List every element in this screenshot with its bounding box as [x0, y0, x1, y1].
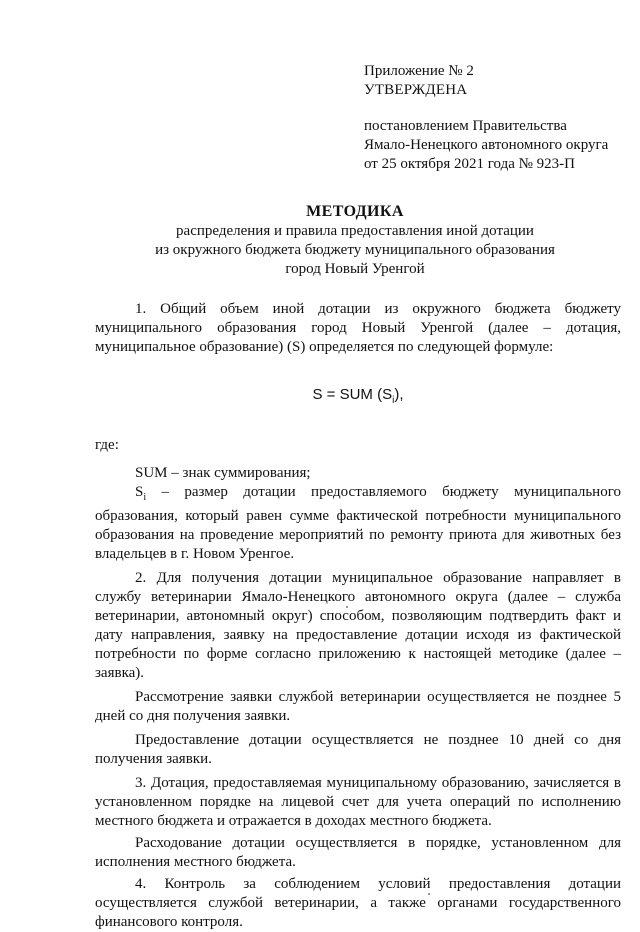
decree-line-2: Ямало-Ненецкого автономного округа [364, 137, 609, 153]
appendix-header [364, 62, 624, 100]
definition-si [95, 483, 621, 564]
paragraph-3: Рассмотрение заявки службой ветеринарии осуществляется не позднее 5 дней со дня получения заявки. [95, 689, 621, 724]
title-line-2: из окружного бюджета бюджету муниципального образования [155, 242, 555, 258]
formula [95, 385, 621, 410]
where-label: где: [95, 437, 119, 453]
formula-subscript: i [392, 395, 395, 406]
paragraph-1: 1. Общий объем иной дотации из окружного бюджета бюджету муниципального образования город Новый Уренгой (далее – дотация, муниципальное образование) (S) определяется по следующей формуле: [95, 301, 621, 355]
decree-line-3: от 25 октября 2021 года № 923-П [364, 156, 576, 172]
paragraph-7: 4. Контроль за соблюдением условий предоставления дотации осуществляется службой ветеринарии, а также органами государственного финансового контроля. [95, 876, 621, 930]
formula-main: S = SUM (S [312, 386, 393, 403]
paragraph-5: 3. Дотация, предоставляемая муниципальному образованию, зачисляется в установленном порядке на лицевой счет для учета операций по исполнению местного бюджета и отражается в доходах местного бюджета. [95, 775, 621, 829]
document-title [90, 202, 620, 279]
decree-line-1: постановлением Правительства [364, 118, 567, 134]
scan-speck [346, 606, 348, 608]
appendix-number: Приложение № 2 [364, 63, 474, 79]
paragraph-6: Расходование дотации осуществляется в порядке, установленном для исполнения местного бюджета. [95, 835, 621, 870]
approved-label: УТВЕРЖДЕНА [364, 82, 468, 98]
definition-sum: SUM – знак суммирования; [135, 465, 311, 481]
document-body [95, 300, 621, 932]
decree-reference [364, 117, 624, 174]
title-line-3: город Новый Уренгой [285, 261, 425, 277]
si-symbol: S [135, 484, 144, 500]
title-main: МЕТОДИКА [306, 203, 404, 220]
scan-speck [428, 893, 430, 895]
formula-end: ), [394, 386, 404, 403]
si-subscript: i [143, 492, 147, 503]
paragraph-4: Предоставление дотации осуществляется не позднее 10 дней со дня получения заявки. [95, 732, 621, 767]
title-line-1: распределения и правила предоставления иной дотации [176, 223, 534, 239]
si-text: – размер дотации предоставляемого бюджету муниципального образования, который равен сумме фактической потребности муниципального образования на проведение мероприятий по ремонту приюта для животных без владельцев в г. Новом Уренгое. [95, 484, 621, 562]
paragraph-2: 2. Для получения дотации муниципальное образование направляет в службу ветеринарии Ямало-Ненецкого автономного округа (далее – служба ветеринарии, автономный округ) способом, позволяющим подтвердить факт и дату направления, заявку на предоставление дотации исходя из фактической потребности по форме согласно приложению к настоящей методике (далее – заявка). [95, 570, 621, 681]
